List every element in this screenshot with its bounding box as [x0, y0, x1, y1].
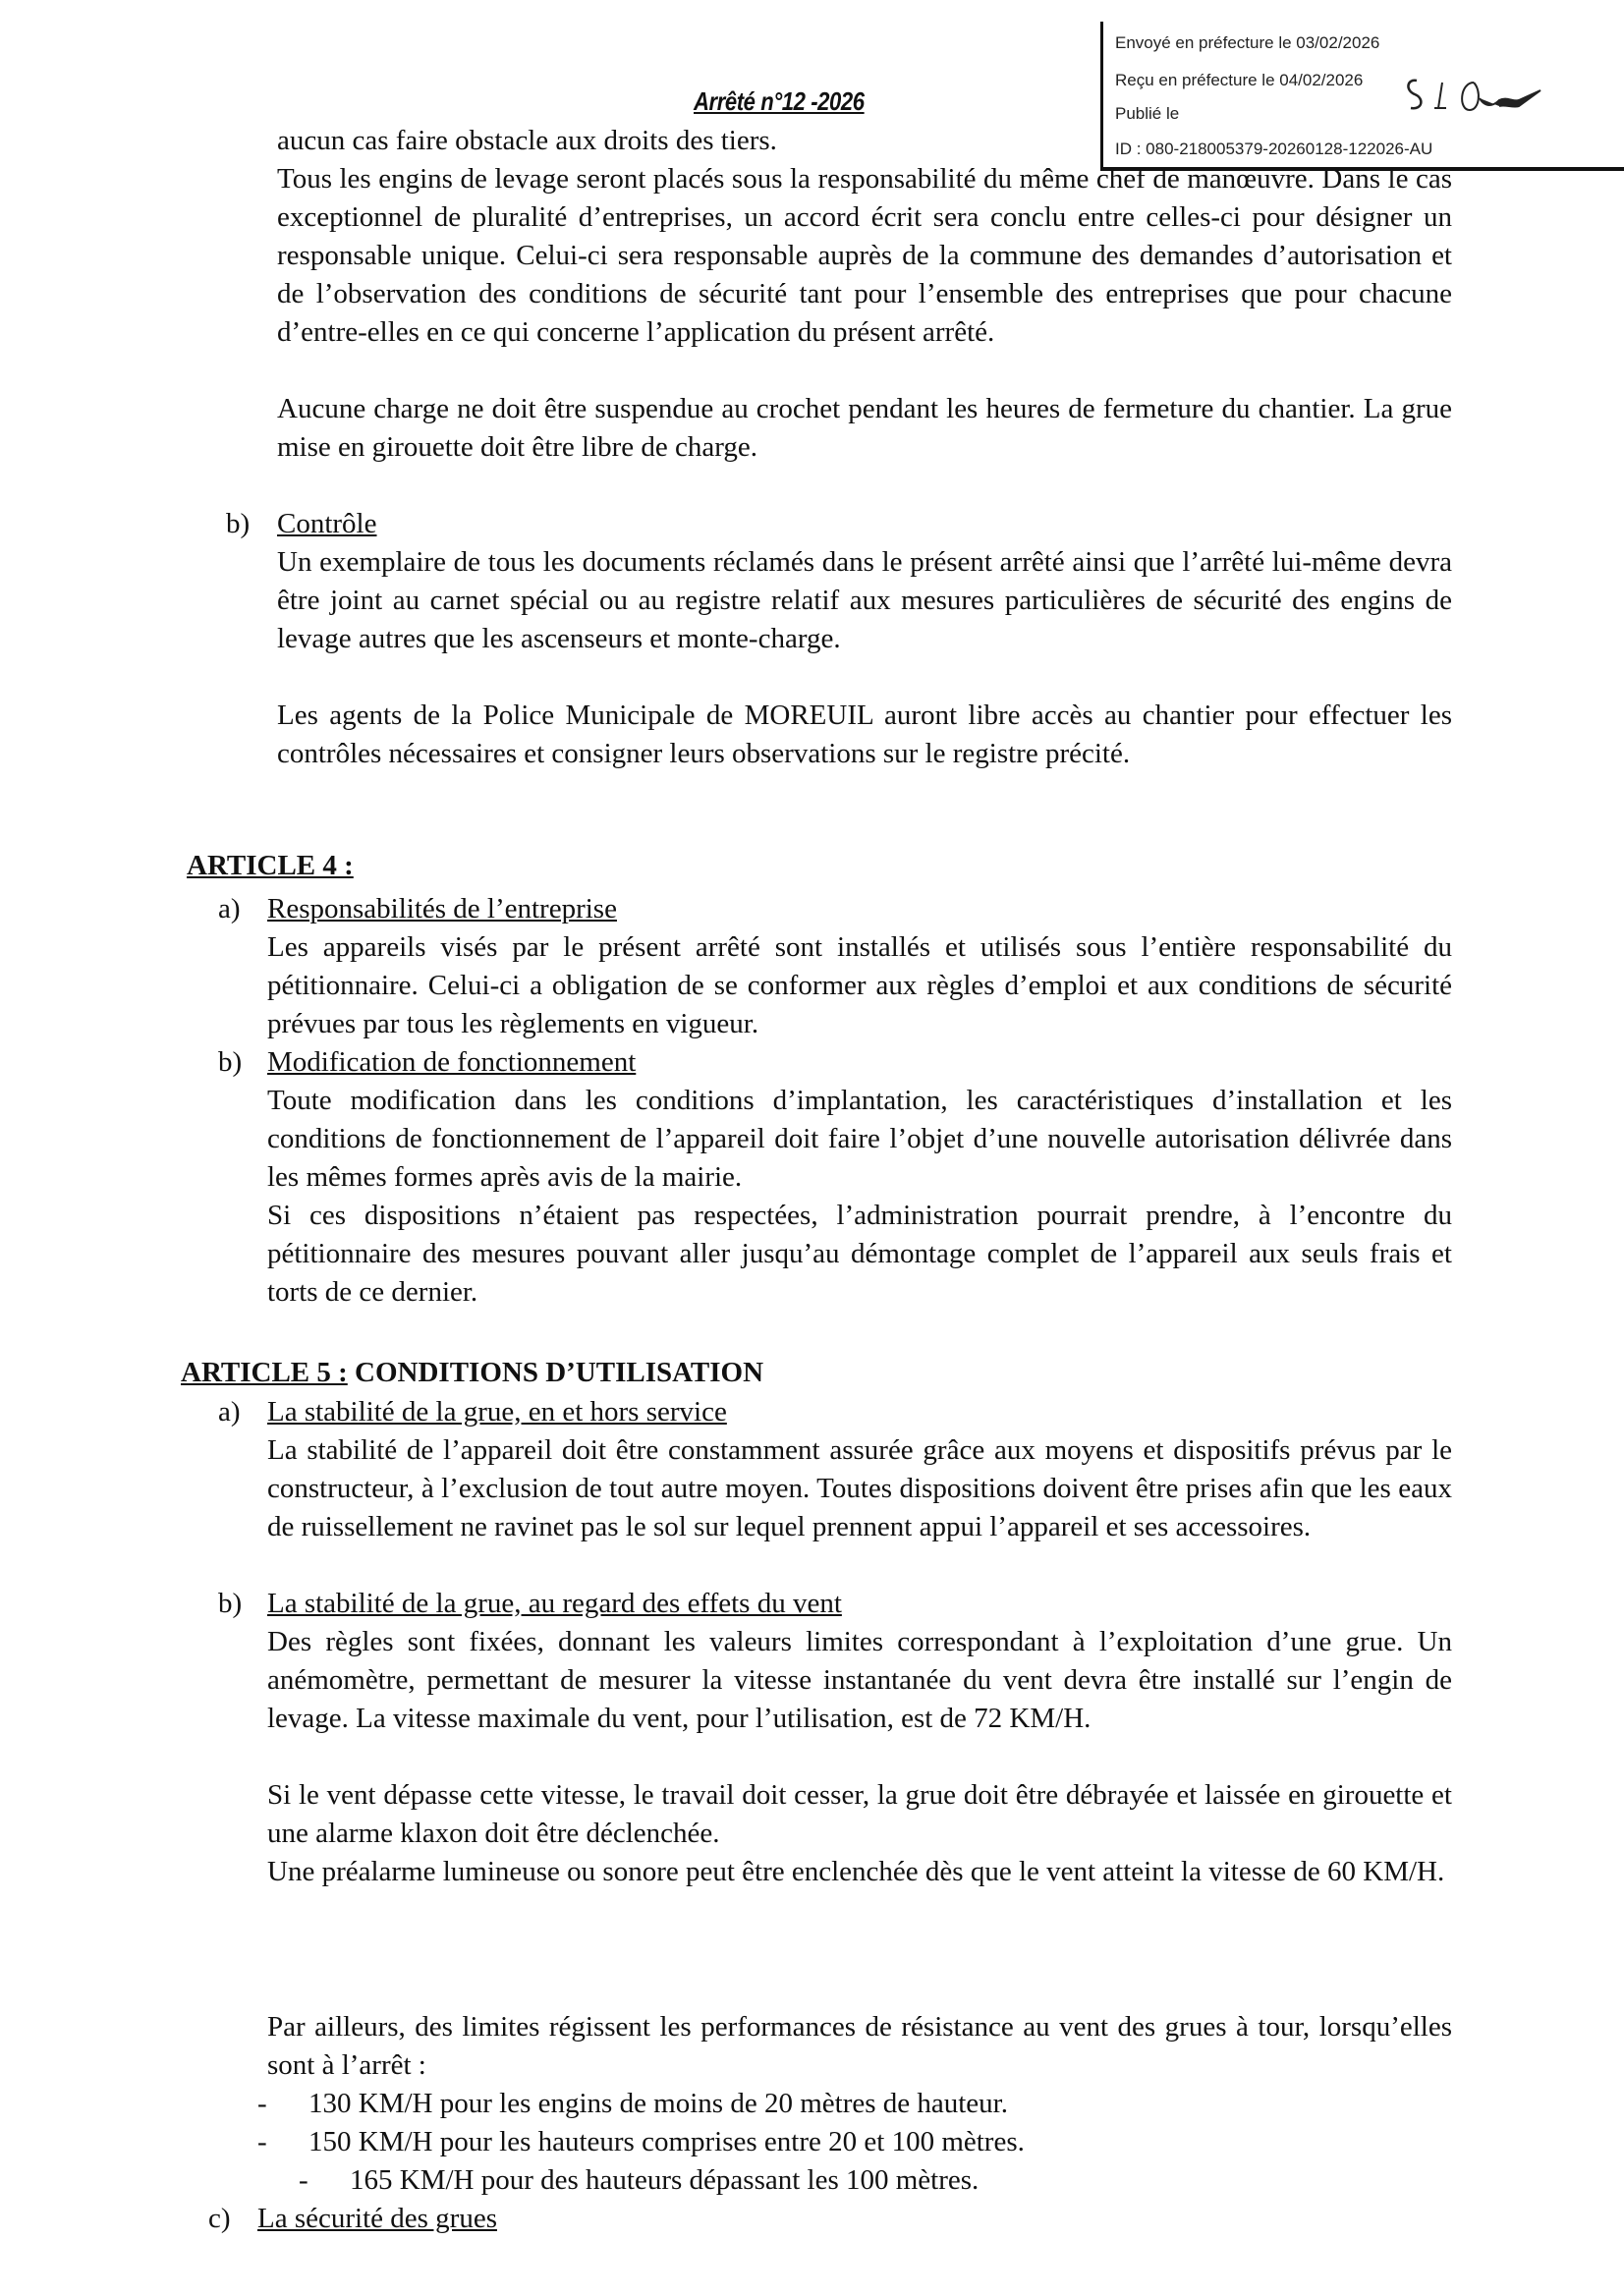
- handwritten-signature-icon: [1403, 71, 1550, 120]
- article-4-b-text-2: Si ces dispositions n’étaient pas respectées, l’administration pourrait prendre, à l’encontre du pétitionnaire des mesures pouvant aller jusqu’au démontage complet de l’appareil aux seuls frais et torts de ce dernier.: [267, 1200, 1452, 1308]
- article-4-b-marker: b): [218, 1046, 243, 1078]
- controle-paragraph-2: Les agents de la Police Municipale de MOREUIL auront libre accès au chantier pour effectuer les contrôles nécessaires et consigner leurs observations sur le registre précité.: [277, 700, 1452, 769]
- article-5-c-title: La sécurité des grues: [257, 2203, 497, 2234]
- stamp-id: ID : 080-218005379-20260128-122026-AU: [1115, 140, 1433, 158]
- article-5-c-marker: c): [208, 2203, 231, 2234]
- controle-marker: b): [226, 508, 251, 539]
- article-5-b-text-1: Des règles sont fixées, donnant les valeurs limites correspondant à l’exploitation d’une grue. Un anémomètre, permettant de mesurer la vitesse instantanée du vent devra être installé sur l’engin de levage. La vitesse maximale du vent, pour l’utilisation, est de 72 KM/H.: [267, 1626, 1452, 1734]
- article-4-a-marker: a): [218, 893, 241, 924]
- stamp-published: Publié le: [1115, 104, 1180, 123]
- list-dash: -: [257, 2126, 267, 2157]
- intro-paragraph-1: Tous les engins de levage seront placés sous la responsabilité du même chef de manœuvre. Dans le cas exceptionnel de pluralité d’entreprises, un accord écrit sera conclu entre celles-ci pour désigner un responsable unique. Celui-ci sera responsable auprès de la commune des demandes d’autorisation et de l’observation des conditions de sécurité tant pour l’ensemble des entreprises que pour chacune d’entre-elles en ce qui concerne l’application du présent arrêté.: [277, 163, 1452, 348]
- stamp-received-date: Reçu en préfecture le 04/02/2026: [1115, 71, 1364, 89]
- stamp-sent-date: Envoyé en préfecture le 03/02/2026: [1115, 33, 1380, 52]
- list-item: [257, 2123, 1025, 2161]
- list-item-text: 165 KM/H pour des hauteurs dépassant les 100 mètres.: [350, 2164, 980, 2196]
- article-4-heading: ARTICLE 4 :: [187, 850, 354, 881]
- controle-title: Contrôle: [277, 508, 377, 539]
- article-5-heading: [181, 1354, 763, 1392]
- list-item: [257, 2085, 1008, 2123]
- page-title: Arrêté n°12 -2026: [694, 86, 865, 116]
- article-5-b-text-4: Par ailleurs, des limites régissent les performances de résistance au vent des grues à tour, lorsqu’elles sont à l’arrêt :: [267, 2011, 1452, 2081]
- article-5-b-text-2: Si le vent dépasse cette vitesse, le travail doit cesser, la grue doit être débrayée et laissée en girouette et une alarme klaxon doit être déclenchée.: [267, 1779, 1452, 1849]
- intro-paragraph-2: Aucune charge ne doit être suspendue au crochet pendant les heures de fermeture du chantier. La grue mise en girouette doit être libre de charge.: [277, 393, 1452, 463]
- article-5-b-title: La stabilité de la grue, au regard des effets du vent: [267, 1588, 842, 1619]
- list-item-text: 150 KM/H pour les hauteurs comprises entre 20 et 100 mètres.: [308, 2126, 1025, 2157]
- article-5-b-marker: b): [218, 1588, 243, 1619]
- article-5-a-title: La stabilité de la grue, en et hors service: [267, 1396, 727, 1428]
- article-5-a-text: La stabilité de l’appareil doit être constamment assurée grâce aux moyens et dispositifs prévus par le constructeur, à l’exclusion de tout autre moyen. Toutes dispositions doivent être prises afin que les eaux de ruissellement ne ravinet pas le sol sur lequel prennent appui l’appareil et ses accessoires.: [267, 1434, 1452, 1542]
- list-dash: -: [299, 2164, 308, 2196]
- article-5-heading-title: CONDITIONS D’UTILISATION: [347, 1357, 764, 1388]
- intro-first-line: aucun cas faire obstacle aux droits des tiers.: [277, 125, 777, 156]
- list-item-text: 130 KM/H pour les engins de moins de 20 mètres de hauteur.: [308, 2088, 1008, 2119]
- article-5-heading-label: ARTICLE 5 :: [181, 1357, 348, 1388]
- article-4-a-title: Responsabilités de l’entreprise: [267, 893, 617, 924]
- article-5-a-marker: a): [218, 1396, 241, 1428]
- list-item: [299, 2161, 979, 2200]
- controle-paragraph-1: Un exemplaire de tous les documents réclamés dans le présent arrêté ainsi que l’arrêté lui-même devra être joint au carnet spécial ou au registre relatif aux mesures particulières de sécurité des engins de levage autres que les ascenseurs et monte-charge.: [277, 546, 1452, 654]
- list-dash: -: [257, 2088, 267, 2119]
- article-4-b-title: Modification de fonctionnement: [267, 1046, 637, 1078]
- article-5-b-text-3: Une préalarme lumineuse ou sonore peut être enclenchée dès que le vent atteint la vitesse de 60 KM/H.: [267, 1856, 1445, 1887]
- article-4-a-text: Les appareils visés par le présent arrêté sont installés et utilisés sous l’entière responsabilité du pétitionnaire. Celui-ci a obligation de se conformer aux règles d’emploi et aux conditions de sécurité prévues par tous les règlements en vigueur.: [267, 931, 1452, 1039]
- article-4-b-text-1: Toute modification dans les conditions d’implantation, les caractéristiques d’installation et les conditions de fonctionnement de l’appareil doit faire l’objet d’une nouvelle autorisation délivrée dans les mêmes formes après avis de la mairie.: [267, 1085, 1452, 1193]
